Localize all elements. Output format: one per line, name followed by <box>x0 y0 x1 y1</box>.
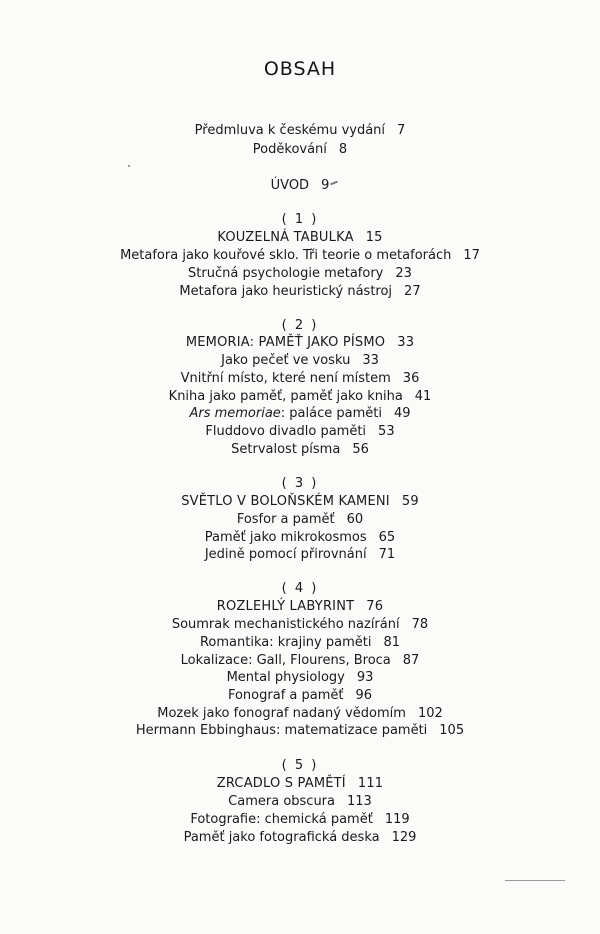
chapter-page: 76 <box>366 599 384 614</box>
entry-page: 56 <box>352 442 369 457</box>
part-marker: ( 4 ) <box>281 581 319 596</box>
entry-label: Paměť jako fotografická deska <box>183 830 380 845</box>
entry-label: Fotografie: chemická paměť <box>190 812 373 827</box>
chapter-label: SVĚTLO V BOLOŇSKÉM KAMENI <box>181 494 390 509</box>
entry-page: 87 <box>402 653 420 668</box>
entry-page: 93 <box>356 670 374 685</box>
entry-page: 7 <box>397 123 406 138</box>
toc-entry <box>0 141 600 158</box>
chapter-heading <box>0 229 600 246</box>
entry-page: 17 <box>463 248 480 263</box>
section-entry <box>0 705 600 722</box>
section-entry <box>0 634 600 651</box>
section-entry <box>0 247 600 264</box>
entry-label: Fonograf a paměť <box>227 688 344 703</box>
entry-label: Předmluva k českému vydání <box>194 123 386 138</box>
entry-label: Soumrak mechanistického nazírání <box>171 617 400 632</box>
section-entry <box>0 405 600 422</box>
entry-label: Mental physiology <box>226 670 345 685</box>
section-entry <box>0 511 600 528</box>
section-entry <box>0 829 600 846</box>
entry-page: 53 <box>378 424 395 439</box>
entry-label: Kniha jako paměť, paměť jako kniha <box>168 389 403 404</box>
part-marker: ( 2 ) <box>281 318 319 333</box>
entry-page: 65 <box>378 530 396 545</box>
section-entry <box>0 722 600 739</box>
entry-page: 23 <box>395 266 412 281</box>
entry-page: 41 <box>414 389 432 404</box>
chapter-page: 33 <box>397 335 415 350</box>
chapter-label: ROZLEHLÝ LABYRINT <box>216 599 355 614</box>
entry-label: Mozek jako fonograf nadaný vědomím <box>157 706 406 721</box>
section-entry <box>0 669 600 686</box>
chapter-heading <box>0 334 600 351</box>
chapter-heading <box>0 775 600 792</box>
chapter-heading <box>0 598 600 615</box>
chapter-label: KOUZELNÁ TABULKA <box>217 230 354 245</box>
page-title: OBSAH <box>263 58 337 80</box>
entry-page: 33 <box>362 353 379 368</box>
entry-label: : paláce paměti <box>280 406 382 421</box>
entry-page: 60 <box>346 512 364 527</box>
entry-label: Jako pečeť ve vosku <box>221 353 351 368</box>
section-entry <box>0 388 600 405</box>
part-marker: ( 3 ) <box>281 476 319 491</box>
section-entry <box>0 283 600 300</box>
entry-label: Vnitřní místo, které není místem <box>180 371 391 386</box>
entry-page: 81 <box>383 635 401 650</box>
entry-label: ÚVOD <box>270 178 310 193</box>
section-entry <box>0 616 600 633</box>
section-entry <box>0 352 600 369</box>
entry-label-italic: Ars memoriae <box>189 406 281 421</box>
entry-page: 78 <box>411 617 429 632</box>
section-entry <box>0 546 600 563</box>
part-marker: ( 1 ) <box>281 212 319 227</box>
entry-label: Poděkování <box>252 142 327 157</box>
entry-page: 129 <box>391 830 417 845</box>
entry-page: 113 <box>347 794 372 809</box>
entry-label: Fluddovo divadlo paměti <box>205 424 367 439</box>
entry-page: 27 <box>404 284 421 299</box>
entry-label: Metafora jako kouřové sklo. Tři teorie o metaforách <box>120 248 452 263</box>
section-entry <box>0 441 600 458</box>
entry-page: 105 <box>439 723 465 738</box>
entry-page: 102 <box>417 706 443 721</box>
entry-label: Hermann Ebbinghaus: matematizace paměti <box>135 723 428 738</box>
toc-entry <box>0 122 600 139</box>
entry-page: 9 <box>321 178 330 193</box>
chapter-page: 59 <box>401 494 419 509</box>
section-entry <box>0 811 600 828</box>
entry-label: Metafora jako heuristický nástroj <box>179 284 393 299</box>
toc-intro <box>0 177 600 194</box>
section-entry <box>0 370 600 387</box>
entry-label: Romantika: krajiny paměti <box>199 635 372 650</box>
entry-label: Camera obscura <box>228 794 335 809</box>
part-marker: ( 5 ) <box>281 758 319 773</box>
chapter-heading <box>0 493 600 510</box>
entry-page: 119 <box>384 812 410 827</box>
scan-speck <box>128 165 130 167</box>
entry-page: 36 <box>402 371 420 386</box>
chapter-label: ZRCADLO S PAMĚTÍ <box>216 776 346 791</box>
entry-page: 71 <box>378 547 396 562</box>
entry-label: Paměť jako mikrokosmos <box>204 530 367 545</box>
chapter-label: MEMORIA: PAMĚŤ JAKO PÍSMO <box>185 335 386 350</box>
section-entry <box>0 423 600 440</box>
entry-page: 8 <box>338 142 348 157</box>
section-entry <box>0 687 600 704</box>
scan-edge-line <box>505 880 565 881</box>
section-entry <box>0 529 600 546</box>
chapter-page: 15 <box>365 230 383 245</box>
section-entry <box>0 652 600 669</box>
entry-label: Lokalizace: Gall, Flourens, Broca <box>180 653 391 668</box>
section-entry <box>0 265 600 282</box>
entry-label: Setrvalost písma <box>231 442 341 457</box>
entry-page: 49 <box>393 406 411 421</box>
entry-page: 96 <box>355 688 373 703</box>
chapter-page: 111 <box>357 776 384 791</box>
section-entry <box>0 793 600 810</box>
entry-label: Jedině pomocí přirovnání <box>204 547 367 562</box>
entry-label: Fosfor a paměť <box>236 512 335 527</box>
entry-label: Stručná psychologie metafory <box>188 266 384 281</box>
